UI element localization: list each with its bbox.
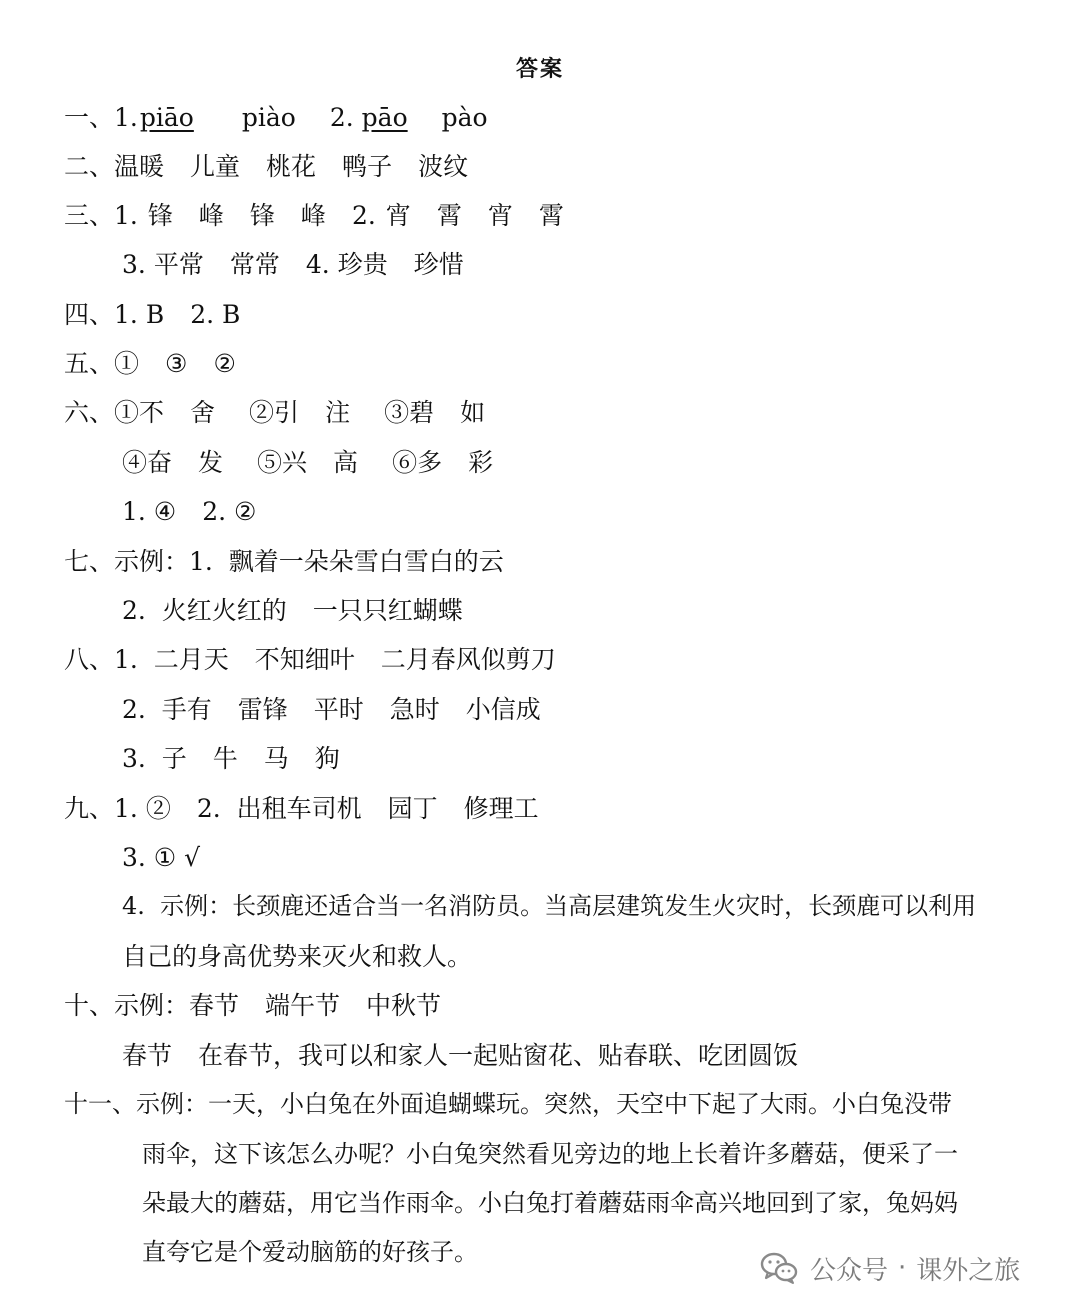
answer-line-10a: 十、示例：春节 端午节 中秋节 (64, 991, 442, 1020)
pinyin-answer: piào (241, 103, 296, 132)
section-label: 四、 (64, 300, 115, 329)
answer-line-4: 四、1. B 2. B (64, 300, 241, 329)
answer-line-5: 五、① ③ ② (64, 349, 236, 378)
answer-line-1: 一、1.piāo piào 2. pāo pào (64, 103, 488, 132)
section-label: 七、 (64, 547, 115, 576)
section-label: 一、 (64, 103, 115, 132)
answer-line-6c: 1. ④ 2. ② (122, 497, 257, 526)
answer-line-9c: 4. 示例：长颈鹿还适合当一名消防员。当高层建筑发生火灾时，长颈鹿可以利用 (122, 892, 977, 920)
answer-line-10b: 春节 在春节，我可以和家人一起贴窗花、贴春联、吃团圆饭 (122, 1041, 799, 1070)
answer-line-2: 二、温暖 儿童 桃花 鸭子 波纹 (64, 152, 469, 181)
section-label: 九、 (64, 794, 115, 823)
answer-line-3b: 3. 平常 常常 4. 珍贵 珍惜 (122, 250, 464, 279)
pinyin-answer: pào (441, 103, 488, 132)
answer-line-6a: 六、①不 舍 ②引 注 ③碧 如 (64, 398, 486, 427)
watermark-account: 课外之旅 (916, 1255, 1021, 1286)
watermark (760, 1248, 1020, 1288)
section-label: 六、 (64, 398, 115, 427)
section-label: 三、 (64, 201, 115, 230)
answer-line-9b: 3. ① √ (122, 843, 201, 872)
answer-line-6b: ④奋 发 ⑤兴 高 ⑥多 彩 (122, 448, 494, 477)
answer-line-9d: 自己的身高优势来灭火和救人。 (122, 942, 473, 971)
answer-line-7b: 2. 火红火红的 一只只红蝴蝶 (122, 596, 463, 625)
section-label: 十一、 (64, 1090, 136, 1118)
answer-line-7a: 七、示例：1. 飘着一朵朵雪白雪白的云 (64, 547, 504, 576)
pinyin-answer: piāo (139, 103, 194, 132)
watermark-separator: · (898, 1253, 907, 1283)
answer-line-11a: 十一、示例：一天，小白兔在外面追蝴蝶玩。突然，天空中下起了大雨。小白兔没带 (64, 1090, 952, 1118)
section-label: 五、 (64, 349, 115, 378)
pinyin-answer: pāo (361, 103, 408, 132)
answer-line-11d: 直夸它是个爱动脑筋的好孩子。 (142, 1238, 478, 1266)
section-label: 二、 (64, 152, 115, 181)
answer-line-3a: 三、1. 锋 峰 锋 峰 2. 宵 霄 宵 霄 (64, 201, 564, 230)
wechat-icon (760, 1251, 798, 1285)
answer-line-8b: 2. 手有 雷锋 平时 急时 小信成 (122, 695, 541, 724)
answer-line-8a: 八、1. 二月天 不知细叶 二月春风似剪刀 (64, 645, 556, 674)
answer-line-9a: 九、1. ② 2. 出租车司机 园丁 修理工 (64, 794, 539, 823)
answer-line-8c: 3. 子 牛 马 狗 (122, 744, 340, 773)
answer-line-11c: 朵最大的蘑菇，用它当作雨伞。小白兔打着蘑菇雨伞高兴地回到了家，兔妈妈 (142, 1189, 958, 1217)
answer-line-11b: 雨伞，这下该怎么办呢？小白兔突然看见旁边的地上长着许多蘑菇，便采了一 (142, 1140, 958, 1168)
section-label: 八、 (64, 645, 115, 674)
page-title: 答案 (515, 56, 564, 82)
section-label: 十、 (64, 991, 115, 1020)
watermark-text: 公众号 (810, 1255, 889, 1286)
